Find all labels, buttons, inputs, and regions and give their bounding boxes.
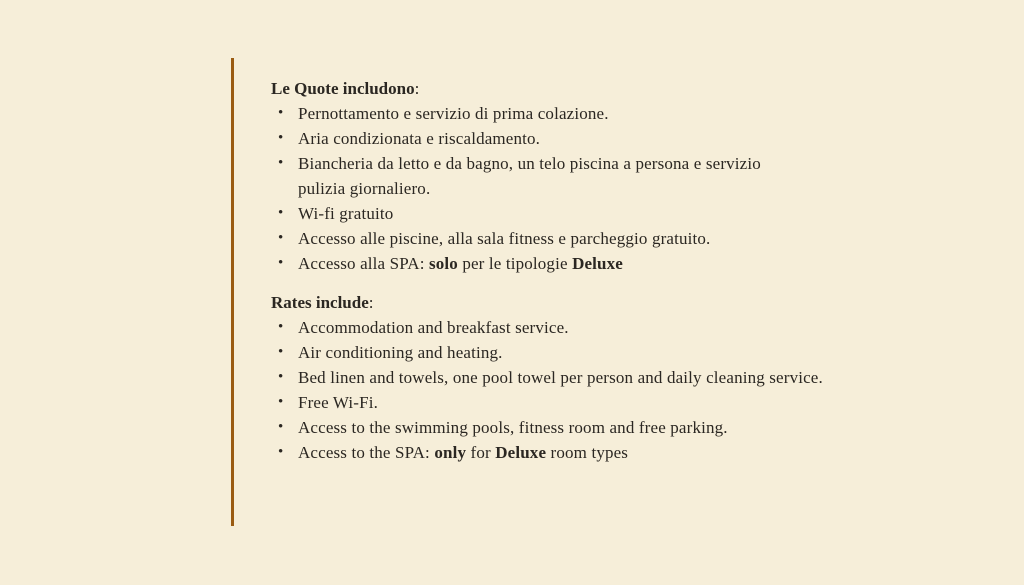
italian-section-title (271, 76, 831, 101)
list-item: • Wi-fi gratuito (271, 201, 831, 226)
spa-prefix: Accesso alla SPA: (298, 254, 429, 273)
list-item: • Access to the swimming pools, fitness room and free parking. (271, 415, 788, 440)
list-item: • Free Wi-Fi. (271, 390, 831, 415)
spa-prefix: Access to the SPA: (298, 443, 435, 462)
italian-title-colon: : (414, 79, 420, 98)
list-item: • Accommodation and breakfast service. (271, 315, 831, 340)
list-item: • Bed linen and towels, one pool towel per person and daily cleaning service. (271, 365, 824, 390)
english-title-colon: : (368, 293, 374, 312)
list-item: • Aria condizionata e riscaldamento. (271, 126, 831, 151)
english-section-title (271, 290, 831, 315)
rates-content (271, 76, 831, 465)
english-inclusions-list (271, 315, 831, 465)
spa-only-word: solo (428, 254, 458, 273)
spa-suffix: room types (546, 443, 629, 462)
list-item-spa (271, 251, 831, 276)
spa-middle: for (466, 443, 496, 462)
list-item: • Air conditioning and heating. (271, 340, 831, 365)
spa-only-word: only (434, 443, 467, 462)
list-item: • Accesso alle piscine, alla sala fitness e parcheggio gratuito. (271, 226, 831, 251)
section-divider (271, 276, 831, 290)
list-item-spa (271, 440, 831, 465)
italian-title-text: Le Quote includono (271, 79, 415, 98)
list-item: • Pernottamento e servizio di prima colazione. (271, 101, 831, 126)
spa-middle: per le tipologie (457, 254, 573, 273)
italian-inclusions-list (271, 101, 831, 276)
english-title-text: Rates include (271, 293, 369, 312)
spa-room-type: Deluxe (495, 443, 547, 462)
spa-room-type: Deluxe (572, 254, 624, 273)
list-item: • Biancheria da letto e da bagno, un telo piscina a persona e servizio pulizia giornaliero. (271, 151, 808, 201)
rates-panel (231, 58, 831, 526)
